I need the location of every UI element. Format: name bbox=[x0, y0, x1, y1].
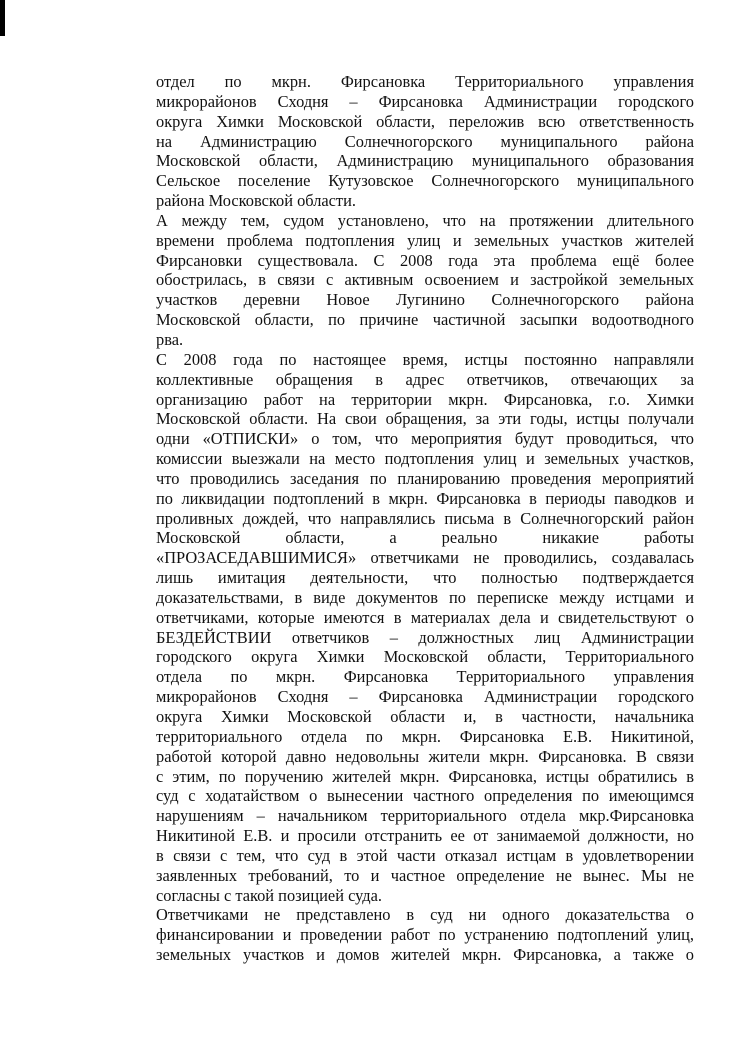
text-line: городского округа Химки Московской области, Территориального bbox=[156, 647, 694, 667]
text-line: коллективные обращения в адрес ответчиков, отвечающих за bbox=[156, 369, 694, 389]
text-line: округа Химки Московской области, переложив всю ответственность bbox=[156, 111, 694, 131]
text-line: Московской области, Администрацию муниципального образования bbox=[156, 151, 694, 171]
scan-edge-mark bbox=[0, 0, 5, 36]
text-line: комиссии выезжали на место подтопления улиц и земельных участков, bbox=[156, 449, 694, 469]
text-line: участков деревни Новое Лугинино Солнечногорского района bbox=[156, 290, 694, 310]
text-line: Фирсановки существовала. С 2008 года эта проблема ещё более bbox=[156, 250, 694, 270]
text-line: Никитиной Е.В. и просили отстранить ее от занимаемой должности, но bbox=[156, 826, 694, 846]
text-line: лишь имитация деятельности, что полностью подтверждается bbox=[156, 568, 694, 588]
text-line: рва. bbox=[156, 329, 184, 349]
text-line: обострилась, в связи с активным освоением и застройкой земельных bbox=[156, 270, 694, 290]
text-line: Московской области, а реально никакие работы bbox=[156, 528, 694, 548]
text-line: по ликвидации подтоплений в мкрн. Фирсановка в периоды паводков и bbox=[156, 488, 694, 508]
text-line: времени проблема подтопления улиц и земельных участков жителей bbox=[156, 230, 694, 250]
text-line: земельных участков и домов жителей мкрн. Фирсановка, а также о bbox=[156, 945, 694, 965]
text-line: нарушениям – начальником территориального отдела мкр.Фирсановка bbox=[156, 806, 694, 826]
text-line: организацию работ на территории мкрн. Фирсановка, г.о. Химки bbox=[156, 389, 694, 409]
text-line: доказательствами, в виде документов по переписке между истцами и bbox=[156, 587, 694, 607]
text-line: согласны с такой позицией суда. bbox=[156, 885, 383, 905]
paragraph bbox=[156, 72, 694, 211]
text-line: отдел по мкрн. Фирсановка Территориального управления bbox=[156, 72, 694, 91]
text-line: проливных дождей, что направлялись письма в Солнечногорский район bbox=[156, 508, 694, 528]
paragraph bbox=[156, 350, 694, 906]
text-line: суд с ходатайством о вынесении частного определения по имеющимся bbox=[156, 786, 694, 806]
text-line: Сельское поселение Кутузовское Солнечногорского муниципального bbox=[156, 171, 694, 191]
text-line: заявленных требований, то и частное определение не вынес. Мы не bbox=[156, 865, 694, 885]
text-line: А между тем, судом установлено, что на протяжении длительного bbox=[156, 210, 694, 230]
text-line: на Администрацию Солнечногорского муниципального района bbox=[156, 131, 694, 151]
document-body bbox=[156, 72, 694, 965]
text-line: с этим, по поручению жителей мкрн. Фирсановка, истцы обратились в bbox=[156, 766, 694, 786]
text-line: ответчиками, которые имеются в материалах дела и свидетельствуют о bbox=[156, 607, 694, 627]
text-line: территориального отдела по мкрн. Фирсановка Е.В. Никитиной, bbox=[156, 726, 694, 746]
text-line: Ответчиками не представлено в суд ни одного доказательства о bbox=[156, 905, 694, 925]
text-line: С 2008 года по настоящее время, истцы постоянно направляли bbox=[156, 349, 694, 369]
text-line: района Московской области. bbox=[156, 191, 356, 211]
text-line: финансировании и проведении работ по устранению подтоплений улиц, bbox=[156, 925, 694, 945]
paragraph bbox=[156, 905, 694, 965]
text-line: «ПРОЗАСЕДАВШИМИСЯ» ответчиками не проводились, создавалась bbox=[156, 548, 694, 568]
text-line: БЕЗДЕЙСТВИИ ответчиков – должностных лиц Администрации bbox=[156, 627, 694, 647]
text-line: одни «ОТПИСКИ» о том, что мероприятия будут проводиться, что bbox=[156, 429, 694, 449]
text-line: в связи с тем, что суд в этой части отказал истцам в удовлетворении bbox=[156, 845, 694, 865]
text-line: что проводились заседания по планированию проведения мероприятий bbox=[156, 468, 694, 488]
text-line: Московской области. На свои обращения, за эти годы, истцы получали bbox=[156, 409, 694, 429]
text-line: отдела по мкрн. Фирсановка Территориального управления bbox=[156, 667, 694, 687]
text-line: работой которой давно недовольны жители мкрн. Фирсановка. В связи bbox=[156, 746, 694, 766]
text-line: Московской области, по причине частичной засыпки водоотводного bbox=[156, 310, 694, 330]
text-line: округа Химки Московской области и, в частности, начальника bbox=[156, 707, 694, 726]
text-line: микрорайонов Сходня – Фирсановка Администрации городского bbox=[156, 91, 694, 111]
paragraph bbox=[156, 211, 694, 350]
text-line: микрорайонов Сходня – Фирсановка Администрации городского bbox=[156, 687, 694, 707]
